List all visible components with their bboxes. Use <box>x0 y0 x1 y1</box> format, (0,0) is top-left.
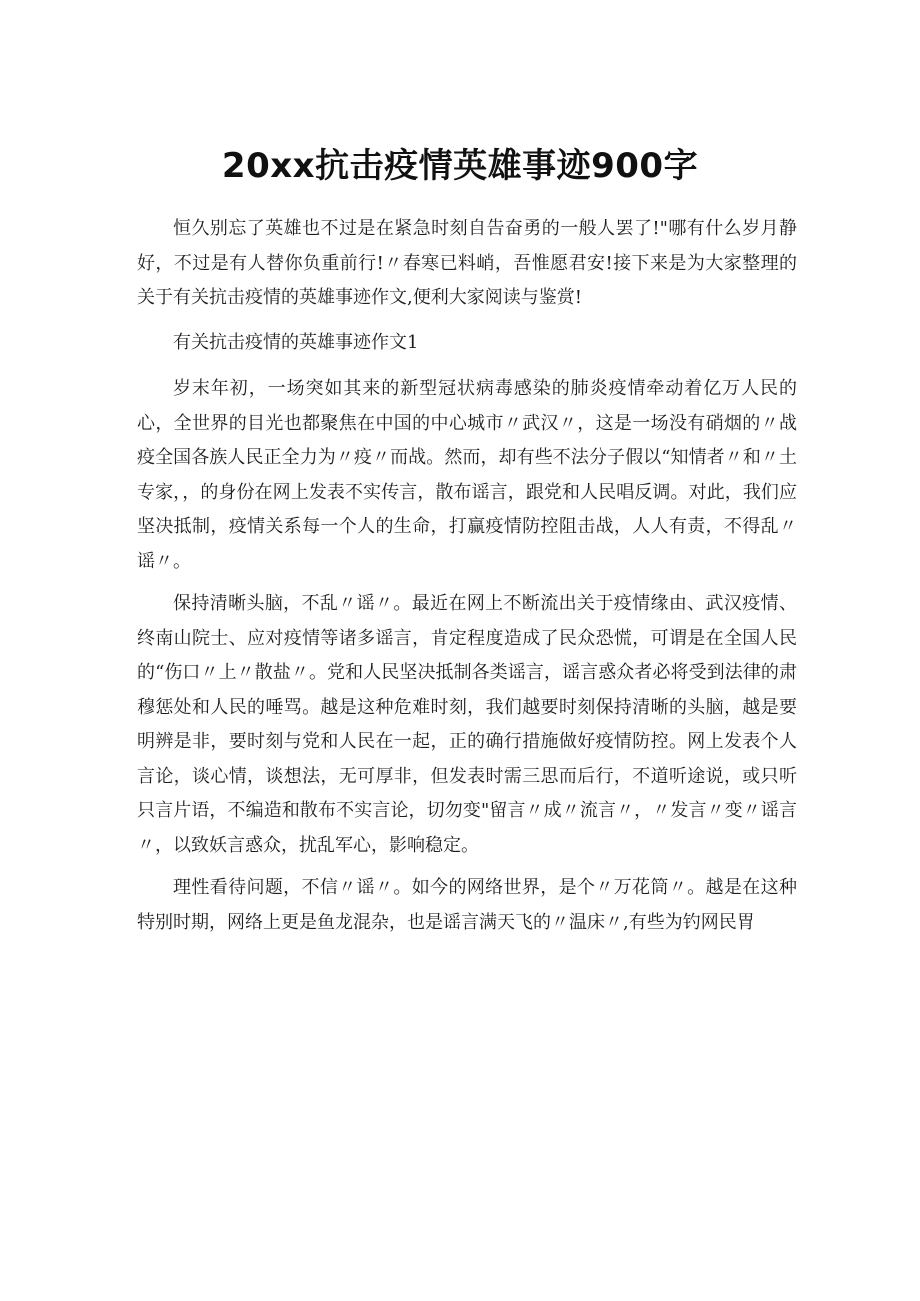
document-title: 20xx抗击疫情英雄事迹900字 <box>221 146 699 186</box>
body-paragraph-2: 保持清晰头脑，不乱〃谣〃。最近在网上不断流出关于疫情缘由、武汉疫情、终南山院士、应对疫情等诸多谣言，肯定程度造成了民众恐慌，可谓是在全国人民的“伤口〃上〃散盐〃。党和人民坚决抵制各类谣言，谣言惑众者必将受到法律的肃穆惩处和人民的唾骂。越是这种危难时刻，我们越要时刻保持清晰的头脑，越是要明辨是非，要时刻与党和人民在一起，正的确行措施做好疫情防控。网上发表个人言论，谈心情，谈想法，无可厚非，但发表时需三思而后行，不道听途说，或只听只言片语，不编造和散布不实言论，切勿变"留言〃成〃流言〃，〃发言〃变〃谣言〃，以致妖言惑众，扰乱军心，影响稳定。 <box>137 593 797 856</box>
intro-paragraph: 恒久别忘了英雄也不过是在紧急时刻自告奋勇的一般人罢了!"哪有什么岁月静好，不过是有人替你负重前行!〃春寒已料峭，吾惟愿君安!接下来是为大家整理的关于有关抗击疫情的英雄事迹作文,便利大家阅读与鉴赏! <box>137 218 797 308</box>
document-body <box>137 212 797 940</box>
paragraph-spacer <box>137 579 797 587</box>
section-heading: 有关抗击疫情的英雄事迹作文1 <box>173 331 419 353</box>
body-paragraph-3: 理性看待问题，不信〃谣〃。如今的网络世界，是个〃万花筒〃。越是在这种特别时期，网络上更是鱼龙混杂，也是谣言满天飞的〃温床〃,有些为钓网民胃 <box>137 877 797 933</box>
paragraph-spacer <box>137 863 797 871</box>
body-paragraph-1: 岁末年初，一场突如其来的新型冠状病毒感染的肺炎疫情牵动着亿万人民的心，全世界的目光也都聚焦在中国的中心城市〃武汉〃，这是一场没有硝烟的〃战疫全国各族人民正全力为〃疫〃而战。然而，却有些不法分子假以“知情者〃和〃土专家，，的身份在网上发表不实传言，散布谣言，跟党和人民唱反调。对此，我们应坚决抵制，疫情关系每一个人的生命，打赢疫情防控阻击战，人人有责，不得乱〃谣〃。 <box>137 378 797 572</box>
